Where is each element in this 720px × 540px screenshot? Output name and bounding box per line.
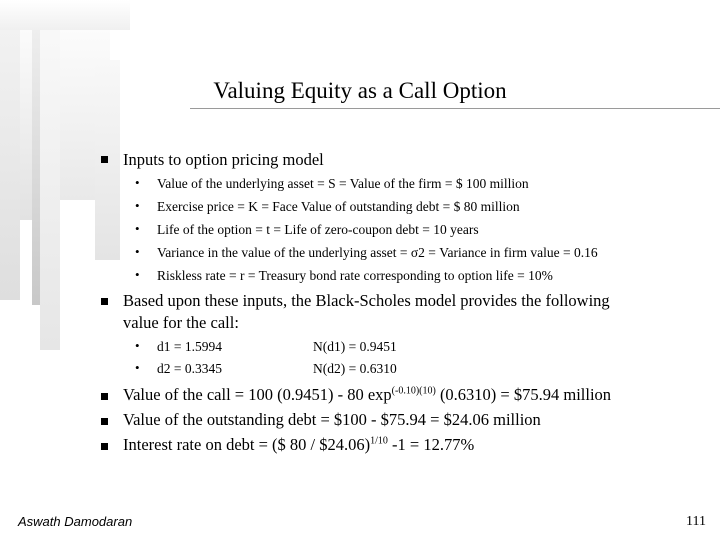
bullet-square (101, 298, 108, 305)
bullet-square (101, 393, 108, 400)
debt-value-line: Value of the outstanding debt = $100 - $75.94 = $24.06 million (123, 410, 541, 429)
inputs-heading: Inputs to option pricing model (123, 150, 324, 169)
nd1-value: N(d1) = 0.9451 (313, 339, 397, 354)
bg-stripe-1 (0, 0, 20, 300)
inputs-item: Exercise price = K = Face Value of outstanding debt = $ 80 million (157, 199, 520, 214)
bg-stripe-4 (40, 0, 60, 350)
footer-author: Aswath Damodaran (18, 514, 133, 529)
bullet-dot: • (135, 267, 140, 282)
bullet-dot: • (135, 198, 140, 213)
bullet-dot: • (135, 221, 140, 236)
d2-value: d2 = 0.3345 (157, 361, 222, 376)
bs-heading-line1: Based upon these inputs, the Black-Scholes model provides the following (123, 291, 610, 310)
bullet-dot: • (135, 338, 140, 353)
inputs-item: Variance in the value of the underlying asset = σ2 = Variance in firm value = 0.16 (157, 245, 598, 260)
call-exponent: (-0.10)(10) (391, 385, 436, 397)
interest-rate-exponent: 1/10 (370, 435, 388, 447)
bs-heading-line2: value for the call: (123, 313, 239, 332)
bullet-square (101, 443, 108, 450)
bullet-square (101, 418, 108, 425)
slide-title (0, 78, 720, 104)
call-value-line (123, 384, 611, 405)
interest-rate-line (123, 434, 474, 455)
bullet-dot: • (135, 244, 140, 259)
bullet-square (101, 156, 108, 163)
bg-stripe-7 (0, 0, 130, 30)
call-value-text: Value of the call = 100 (0.9451) - 80 exp (123, 385, 392, 404)
inputs-item: Life of the option = t = Life of zero-coupon debt = 10 years (157, 222, 479, 237)
title-divider (190, 108, 720, 109)
inputs-item: Riskless rate = r = Treasury bond rate corresponding to option life = 10% (157, 268, 553, 283)
bullet-dot: • (135, 175, 140, 190)
call-value-result: (0.6310) = $75.94 million (435, 385, 612, 404)
footer-page-number: 111 (686, 514, 706, 529)
interest-rate-text: Interest rate on debt = ($ 80 / $24.06) (123, 435, 371, 454)
interest-rate-result: -1 = 12.77% (387, 435, 475, 454)
nd2-value: N(d2) = 0.6310 (313, 361, 397, 376)
bullet-dot: • (135, 360, 140, 375)
slide-title-text: Valuing Equity as a Call Option (213, 78, 507, 103)
inputs-item: Value of the underlying asset = S = Value of the firm = $ 100 million (157, 176, 529, 191)
d1-value: d1 = 1.5994 (157, 339, 222, 354)
